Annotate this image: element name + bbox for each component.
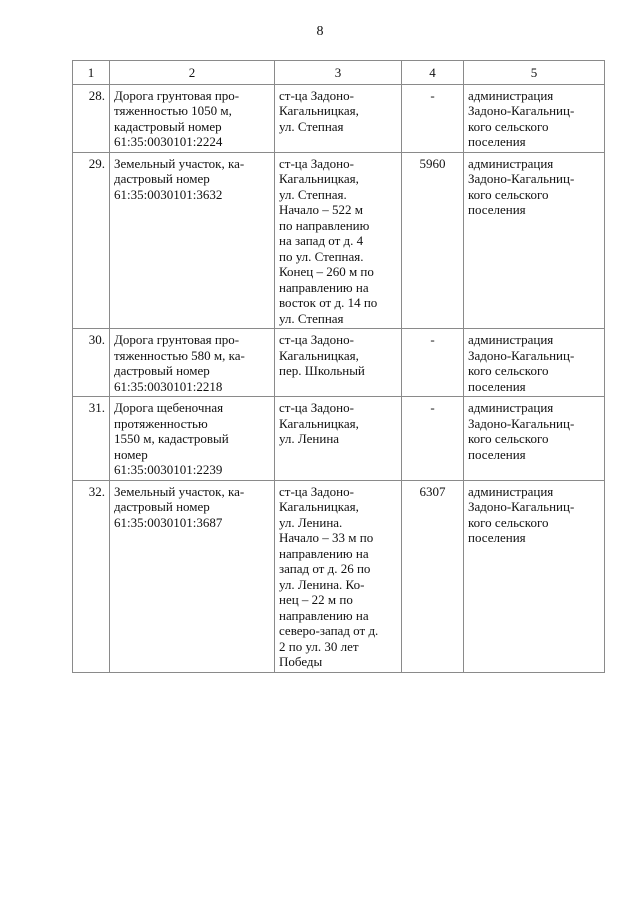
column-header: 4 [402,61,464,85]
address-line: по направлению [279,217,370,233]
column-header: 1 [73,61,110,85]
name-line: тяженностью 580 м, ка- [114,347,245,363]
owner-line: кого сельского [468,186,549,202]
owner-line: администрация [468,87,554,103]
owner-line: кого сельского [468,118,549,134]
name-line: 1550 м, кадастровый [114,431,229,446]
owner-line: администрация [468,332,554,347]
name-line: дастровый номер [114,363,210,378]
owner-line: администрация [468,483,554,499]
name-line: Дорога грунтовая про- [114,332,240,347]
address-line: ст-ца Задоно- [279,87,354,103]
address-cell [275,480,402,672]
area-cell: - [402,397,464,481]
owner-cell [464,397,605,481]
name-line: номер [114,446,148,462]
name-line: кадастровый номер [114,118,222,134]
area-cell: 6307 [402,480,464,672]
name-line: протяженностью [114,415,208,431]
row-number-cell: 29. [73,152,110,329]
table-row [73,84,605,152]
owner-line: Задоно-Кагальниц- [468,499,575,514]
owner-line: Задоно-Кагальниц- [468,171,575,186]
name-line: дастровый номер [114,171,210,186]
address-line: Кагальницкая, [279,103,359,118]
address-line: Начало – 33 м по [279,530,374,545]
address-cell [275,397,402,481]
table-row [73,329,605,397]
address-line: ст-ца Задоно- [279,332,354,347]
address-line: ул. Ленина. Ко- [279,576,365,592]
column-header: 3 [275,61,402,85]
name-line: дастровый номер [114,499,210,514]
address-line: ул. Степная [279,118,344,134]
table-row [73,480,605,672]
address-line: Кагальницкая, [279,171,359,186]
table-row [73,152,605,329]
address-line: ул. Степная. [279,186,347,202]
owner-line: администрация [468,155,554,171]
owner-line: кого сельского [468,363,549,378]
owner-line: Задоно-Кагальниц- [468,347,575,363]
area-cell: - [402,84,464,152]
column-header: 5 [464,61,605,85]
address-line: ул. Ленина. [279,514,343,530]
name-line: 61:35:0030101:3687 [114,514,223,530]
name-line: Дорога щебеночная [114,400,224,415]
area-cell: 5960 [402,152,464,329]
owner-line: Задоно-Кагальниц- [468,415,575,431]
address-line: по ул. Степная. [279,248,364,264]
address-line: восток от д. 14 по [279,295,378,310]
name-line: 61:35:0030101:2218 [114,378,223,394]
address-cell [275,152,402,329]
object-name-cell [110,397,275,481]
address-line: нец – 22 м по [279,592,353,607]
name-line: Земельный участок, ка- [114,155,245,171]
owner-cell [464,329,605,397]
name-line: 61:35:0030101:2224 [114,134,223,149]
name-line: Земельный участок, ка- [114,483,245,499]
address-line: пер. Школьный [279,363,365,378]
address-line: направлению на [279,607,369,623]
table-body [73,84,605,672]
address-line: Кагальницкая, [279,415,359,431]
table-header-row [73,61,605,85]
owner-line: администрация [468,400,554,415]
object-name-cell [110,84,275,152]
objects-table [72,60,605,673]
owner-line: поселения [468,378,526,394]
address-line: ул. Степная [279,310,344,326]
name-line: 61:35:0030101:2239 [114,462,223,477]
table-row [73,397,605,481]
row-number-cell: 28. [73,84,110,152]
address-line: северо-запад от д. [279,623,379,638]
object-name-cell [110,152,275,329]
address-line: направлению на [279,279,369,295]
address-line: Кагальницкая, [279,499,359,514]
name-line: 61:35:0030101:3632 [114,186,223,202]
owner-cell [464,84,605,152]
address-cell [275,329,402,397]
address-line: Кагальницкая, [279,347,359,363]
address-line: запад от д. 26 по [279,561,371,576]
owner-cell [464,480,605,672]
address-line: ст-ца Задоно- [279,400,354,415]
address-cell [275,84,402,152]
address-line: ул. Ленина [279,431,340,446]
address-line: Начало – 522 м [279,202,364,217]
address-line: Конец – 260 м по [279,264,374,279]
row-number-cell: 31. [73,397,110,481]
owner-line: кого сельского [468,431,549,446]
owner-line: поселения [468,202,526,217]
owner-cell [464,152,605,329]
name-line: тяженностью 1050 м, [114,103,232,118]
owner-line: поселения [468,446,526,462]
owner-line: поселения [468,530,526,545]
row-number-cell: 30. [73,329,110,397]
address-line: ст-ца Задоно- [279,483,354,499]
address-line: ст-ца Задоно- [279,155,354,171]
column-header: 2 [110,61,275,85]
area-cell: - [402,329,464,397]
address-line: Победы [279,654,323,669]
owner-line: поселения [468,134,526,149]
owner-line: Задоно-Кагальниц- [468,103,575,118]
object-name-cell [110,329,275,397]
row-number-cell: 32. [73,480,110,672]
page-number: 8 [316,24,324,39]
address-line: 2 по ул. 30 лет [279,638,359,654]
name-line: Дорога грунтовая про- [114,87,240,103]
address-line: направлению на [279,545,369,561]
owner-line: кого сельского [468,514,549,530]
object-name-cell [110,480,275,672]
address-line: на запад от д. 4 [279,233,364,248]
